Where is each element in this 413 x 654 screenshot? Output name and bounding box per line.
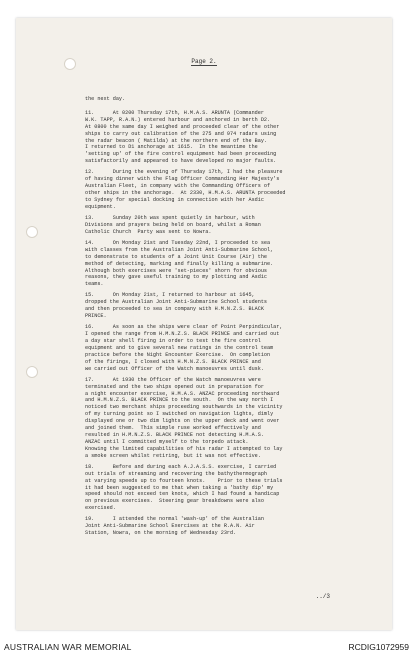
continuation-line: the next day. xyxy=(85,96,126,102)
archive-institution-label: AUSTRALIAN WAR MEMORIAL xyxy=(4,642,132,652)
paragraph-16: 16. As soon as the ships were clear of Point Perpindicular, I opened the range from H.M.N.Z.S. BLACK PRINCE and carried out a day star shell firing in order to test the fire control equipment and to give several new ratings in the control team practice before the Night Encounter Exercise. On completion of the firings, I closed with H.M.N.Z.S. BLACK PRINCE and we carried out Officer of the Watch manoeuvres until dusk. xyxy=(85,324,283,372)
paragraph-12: 12. During the evening of Thursday 17th, I had the pleasure of having dinner with the Flag Officer Commanding Her Majesty's Australian Fleet, in company with the Commanding Officers of other ships in the anchorage. At 2330, H.M.A.S. ARUNTA proceeded to Sydney for special docking in connection with her Asdic equipment. xyxy=(85,169,286,210)
document-page xyxy=(16,18,392,630)
paragraph-15: 15. On Monday 21st, I returned to harbour at 1645, dropped the Australian Joint Anti-Submarine School students and then proceeded to sea in company with H.M.N.Z.S. BLACK PRINCE. xyxy=(85,292,268,320)
paragraph-17: 17. At 1930 the Officer of the Watch manoeuvres were terminated and the two ships opened out in preparation for a night encounter exercise, H.M.A.S. ANZAC proceeding northward and H.M.N.Z.S. BLACK PRINCE to the south. On the way north I noticed two merchant ships proceeding southwards in the vicinity of my turning point so I switched on navigation lights, dimly displayed one or two dim lights on the upper deck and went over and joined them. This simple ruse worked effectively and resulted in H.M.N.Z.S. BLACK PRINCE not detecting H.M.A.S. ANZAC until I committed myself to the torpedo attack. Knowing the limited capabilities of his radar I attempted to lay a smoke screen whilst retiring, but it was not effective. xyxy=(85,376,283,459)
punch-hole-lower xyxy=(26,366,38,378)
punch-hole-upper xyxy=(26,226,38,238)
paragraph-18: 18. Before and during each A.J.A.S.S. exercise, I carried out trials of streaming and recovering the bathythermograph at varying speeds up to fourteen knots. Prior to these trials it had been suggested to me that when taking a 'bathy dip' my speed should not exceed ten knots, which I had found a handicap on previous exercises. Steering gear breakdowns were also exercised. xyxy=(85,463,283,512)
paragraph-19: 19. I attended the normal 'wash-up' of the Australian Joint Anti-Submarine School Exercises at the R.A.N. Air Station, Nowra, on the morning of Wednesday 23rd. xyxy=(85,516,264,537)
paragraph-14: 14. On Monday 21st and Tuesday 22nd, I proceeded to sea with classes from the Australian Joint Anti-Submarine School, to demonstrate to students of a Joint Unit Course (Air) the method of detecting, marking and finally killing a submarine. Although both exercises were 'set-pieces' shorn for obvious reasons, they gave useful training to my plotting and Asdic teams. xyxy=(85,239,274,288)
document-body xyxy=(85,96,390,541)
continuation-page-mark: ../3 xyxy=(315,593,330,600)
archive-reference-id: RCDIG1072959 xyxy=(348,642,409,652)
paragraph-13: 13. Sunday 20th was spent quietly in harbour, with Divisions and prayers being held on board, whilst a Roman Catholic Church Party was sent to Nowra. xyxy=(85,214,261,235)
page-number-header: Page 2. xyxy=(191,58,217,65)
paragraph-11: 11. At 0200 Thursday 17th, H.M.A.S. ARUNTA (Commander W.K. TAPP, R.A.N.) entered harbour and anchored in berth D2. At 0800 the same day I weighed and proceeded clear of the other ships to carry out calibration of the 275 and 974 radars using the radar beacon ( Matilda) at the northern end of the Bay. I returned to D1 anchorage at 1615. In the meantime the 'setting up' of the fire control equipment had been proceeding satisfactorily and appeared to have developed no major faults. xyxy=(85,109,280,165)
